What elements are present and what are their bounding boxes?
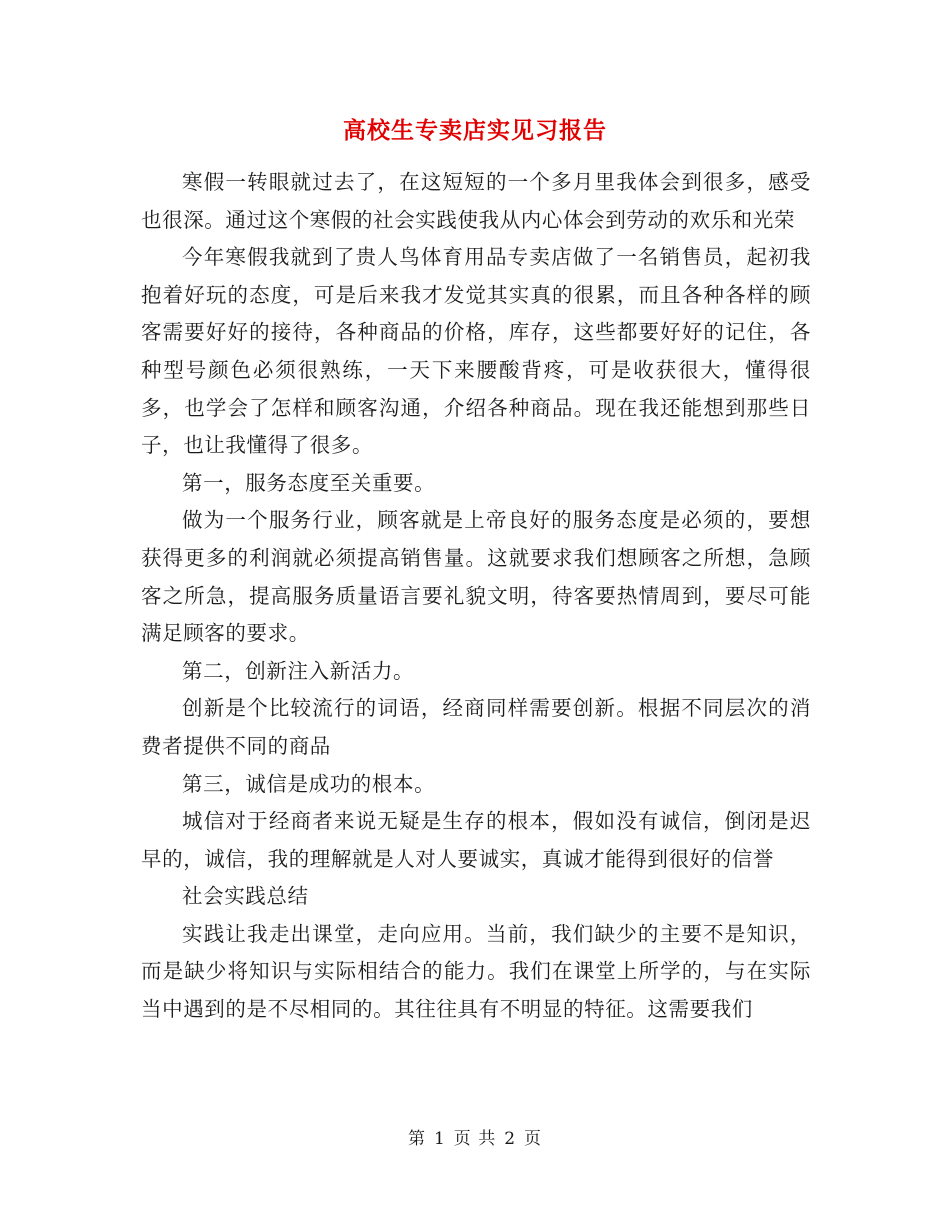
paragraph-job-description: 今年寒假我就到了贵人鸟体育用品专卖店做了一名销售员，起初我抱着好玩的态度，可是后来我才发觉其实真的很累，而且各种各样的顾客需要好好的接待，各种商品的价格，库存，这些都要好好的记住，各种型号颜色必须很熟练，一天下来腰酸背疼，可是收获很大，懂得很多，也学会了怎样和顾客沟通，介绍各种商品。现在我还能想到那些日子，也让我懂得了很多。 [141,245,811,458]
document-title: 高校生专卖店实见习报告 [343,117,607,144]
heading-point-three: 第三，诚信是成功的根本。 [182,771,436,796]
heading-point-two: 第二，创新注入新活力。 [182,658,415,683]
footer-prefix: 第 [407,1129,426,1149]
heading-point-one: 第一，服务态度至关重要。 [182,470,436,495]
footer-current-page: 1 [433,1129,446,1149]
heading-summary: 社会实践总结 [182,884,309,909]
paragraph-intro: 寒假一转眼就过去了，在这短短的一个多月里我体会到很多，感受也很深。通过这个寒假的社会实践使我从内心体会到劳动的欢乐和光荣 [141,170,811,232]
paragraph-integrity: 城信对于经商者来说无疑是生存的根本，假如没有诚信，倒闭是迟早的，诚信，我的理解就是人对人要诚实，真诚才能得到很好的信誉 [141,809,811,871]
paragraph-summary: 实践让我走出课堂，走向应用。当前，我们缺少的主要不是知识，而是缺少将知识与实际相结合的能力。我们在课堂上所学的，与在实际当中遇到的是不尽相同的。其往往具有不明显的特征。这需要我们 [141,921,811,1022]
paragraph-innovation: 创新是个比较流行的词语，经商同样需要创新。根据不同层次的消费者提供不同的商品 [141,696,811,758]
page-footer [0,1124,950,1149]
document-body [141,164,811,1029]
footer-total-pages: 2 [504,1129,517,1149]
footer-middle: 页 共 [453,1129,497,1149]
paragraph-service-attitude: 做为一个服务行业，顾客就是上帝良好的服务态度是必须的，要想获得更多的利润就必须提高销售量。这就要求我们想顾客之所想，急顾客之所急，提高服务质量语言要礼貌文明，待客要热情周到，要尽可能满足顾客的要求。 [141,508,811,646]
footer-suffix: 页 [524,1129,543,1149]
